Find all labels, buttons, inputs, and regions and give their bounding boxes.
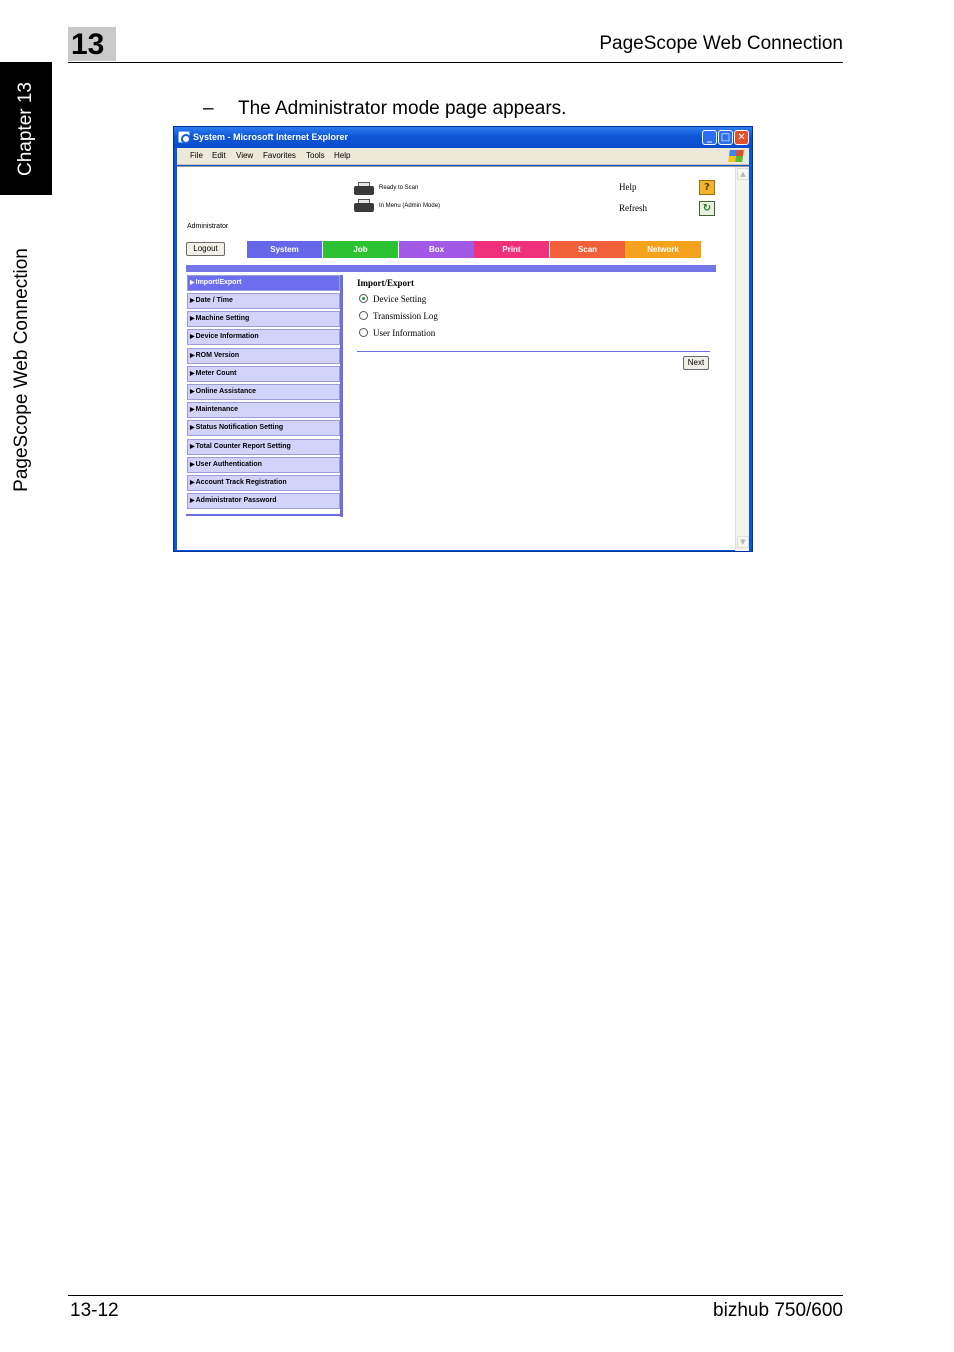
tab-scan[interactable]: Scan: [550, 241, 625, 258]
browser-menubar: [177, 148, 749, 165]
menu-marker-icon: ▶: [190, 298, 195, 304]
sidebar-item-label: Meter Count: [195, 370, 237, 377]
menu-help[interactable]: Help: [334, 151, 351, 160]
scroll-up-icon[interactable]: ▲: [737, 168, 749, 180]
tab-system[interactable]: System: [247, 241, 322, 258]
sidebar-item-label: Administrator Password: [195, 497, 277, 504]
help-label[interactable]: Help: [619, 182, 637, 192]
menu-marker-icon: ▶: [190, 480, 195, 486]
menu-marker-icon: ▶: [190, 444, 195, 450]
admin-sidebar: [186, 275, 343, 517]
menu-marker-icon: ▶: [190, 498, 195, 504]
minimize-button[interactable]: _: [702, 130, 717, 145]
sidebar-item-label: Online Assistance: [195, 388, 257, 395]
option-user-information[interactable]: [359, 328, 435, 338]
chapter-number: 13: [68, 27, 116, 61]
maximize-button[interactable]: □: [718, 130, 733, 145]
sidebar-item-online-assistance[interactable]: [187, 384, 340, 400]
menu-tools[interactable]: Tools: [306, 151, 325, 160]
option-label: Device Setting: [373, 294, 427, 304]
menu-marker-icon: ▶: [190, 371, 195, 377]
tab-job[interactable]: Job: [323, 241, 398, 258]
next-button[interactable]: Next: [683, 356, 709, 370]
menu-marker-icon: ▶: [190, 280, 195, 286]
footer-rule: [68, 1295, 843, 1296]
sidebar-item-label: Account Track Registration: [195, 479, 287, 486]
sidebar-item-label: Import/Export: [195, 279, 242, 286]
radio-unchecked-icon[interactable]: [359, 311, 368, 320]
section-title: Import/Export: [357, 278, 414, 288]
sidebar-item-label: Machine Setting: [195, 315, 250, 322]
menu-marker-icon: ▶: [190, 462, 195, 468]
form-divider: [357, 351, 710, 352]
menu-edit[interactable]: Edit: [212, 151, 226, 160]
menu-marker-icon: ▶: [190, 353, 195, 359]
sidebar-item-import-export[interactable]: [187, 275, 340, 291]
sidebar-item-label: User Authentication: [195, 461, 262, 468]
sidebar-item-label: Date / Time: [195, 297, 233, 304]
printer-admin-icon: [354, 199, 374, 213]
scroll-down-icon[interactable]: ▼: [737, 536, 749, 548]
sidebar-item-admin-password[interactable]: [187, 493, 340, 509]
tab-print[interactable]: Print: [474, 241, 549, 258]
system-tab-bar: [186, 265, 716, 272]
sidebar-item-meter-count[interactable]: [187, 366, 340, 382]
menu-marker-icon: ▶: [190, 389, 195, 395]
browser-window: [173, 126, 753, 552]
header-title: PageScope Web Connection: [599, 33, 843, 54]
option-device-setting[interactable]: [359, 294, 426, 304]
vertical-scrollbar[interactable]: [735, 167, 749, 551]
option-transmission-log[interactable]: [359, 311, 438, 321]
status-ready: Ready to Scan: [379, 185, 419, 191]
step-instruction: [203, 98, 566, 120]
footer-page-number: 13-12: [70, 1300, 119, 1321]
sidebar-item-label: Status Notification Setting: [195, 424, 284, 431]
menu-marker-icon: ▶: [190, 407, 195, 413]
help-icon[interactable]: ?: [699, 180, 715, 195]
sidebar-item-status-notification[interactable]: [187, 420, 340, 436]
sidebar-item-label: Total Counter Report Setting: [195, 443, 291, 450]
menu-favorites[interactable]: Favorites: [263, 151, 296, 160]
menu-file[interactable]: File: [190, 151, 203, 160]
sidebar-item-label: Maintenance: [195, 406, 239, 413]
sidebar-item-rom-version[interactable]: [187, 348, 340, 364]
user-mode-label: Administrator: [187, 223, 229, 230]
browser-title: System - Microsoft Internet Explorer: [193, 132, 349, 142]
option-label: Transmission Log: [373, 311, 438, 321]
radio-checked-icon[interactable]: [359, 294, 368, 303]
sidebar-item-date-time[interactable]: [187, 293, 340, 309]
printer-icon: [354, 182, 374, 196]
radio-unchecked-icon[interactable]: [359, 328, 368, 337]
step-text: The Administrator mode page appears.: [238, 98, 567, 119]
sidebar-item-maintenance[interactable]: [187, 402, 340, 418]
browser-titlebar: [174, 127, 752, 148]
footer-product: bizhub 750/600: [713, 1300, 843, 1321]
sidebar-item-machine-setting[interactable]: [187, 311, 340, 327]
windows-logo-icon: [728, 150, 744, 162]
sidebar-item-label: ROM Version: [195, 352, 240, 359]
sidebar-item-total-counter-report[interactable]: [187, 439, 340, 455]
sidebar-bottom-rule: [186, 514, 340, 516]
refresh-icon[interactable]: ↻: [699, 201, 715, 216]
option-label: User Information: [373, 328, 436, 338]
tab-network[interactable]: Network: [625, 241, 701, 258]
step-dash: –: [203, 98, 214, 119]
menu-view[interactable]: View: [236, 151, 254, 160]
menu-marker-icon: ▶: [190, 334, 195, 340]
sidebar-item-account-track[interactable]: [187, 475, 340, 491]
sidebar-item-device-information[interactable]: [187, 329, 340, 345]
tab-box[interactable]: Box: [399, 241, 474, 258]
chapter-side-tab: [0, 62, 52, 195]
close-button[interactable]: ✕: [734, 130, 749, 145]
status-mode: In Menu (Admin Mode): [379, 203, 441, 209]
chapter-side-tab-label: Chapter 13: [15, 81, 36, 177]
internet-explorer-icon: [178, 131, 190, 143]
logout-button[interactable]: Logout: [186, 242, 225, 256]
menu-marker-icon: ▶: [190, 316, 195, 322]
menu-marker-icon: ▶: [190, 425, 195, 431]
sidebar-item-user-authentication[interactable]: [187, 457, 340, 473]
refresh-label[interactable]: Refresh: [619, 203, 647, 213]
header-rule: [68, 62, 843, 63]
sidebar-item-label: Device Information: [195, 333, 259, 340]
browser-viewport: [177, 166, 749, 550]
section-side-label: PageScope Web Connection: [11, 248, 32, 492]
